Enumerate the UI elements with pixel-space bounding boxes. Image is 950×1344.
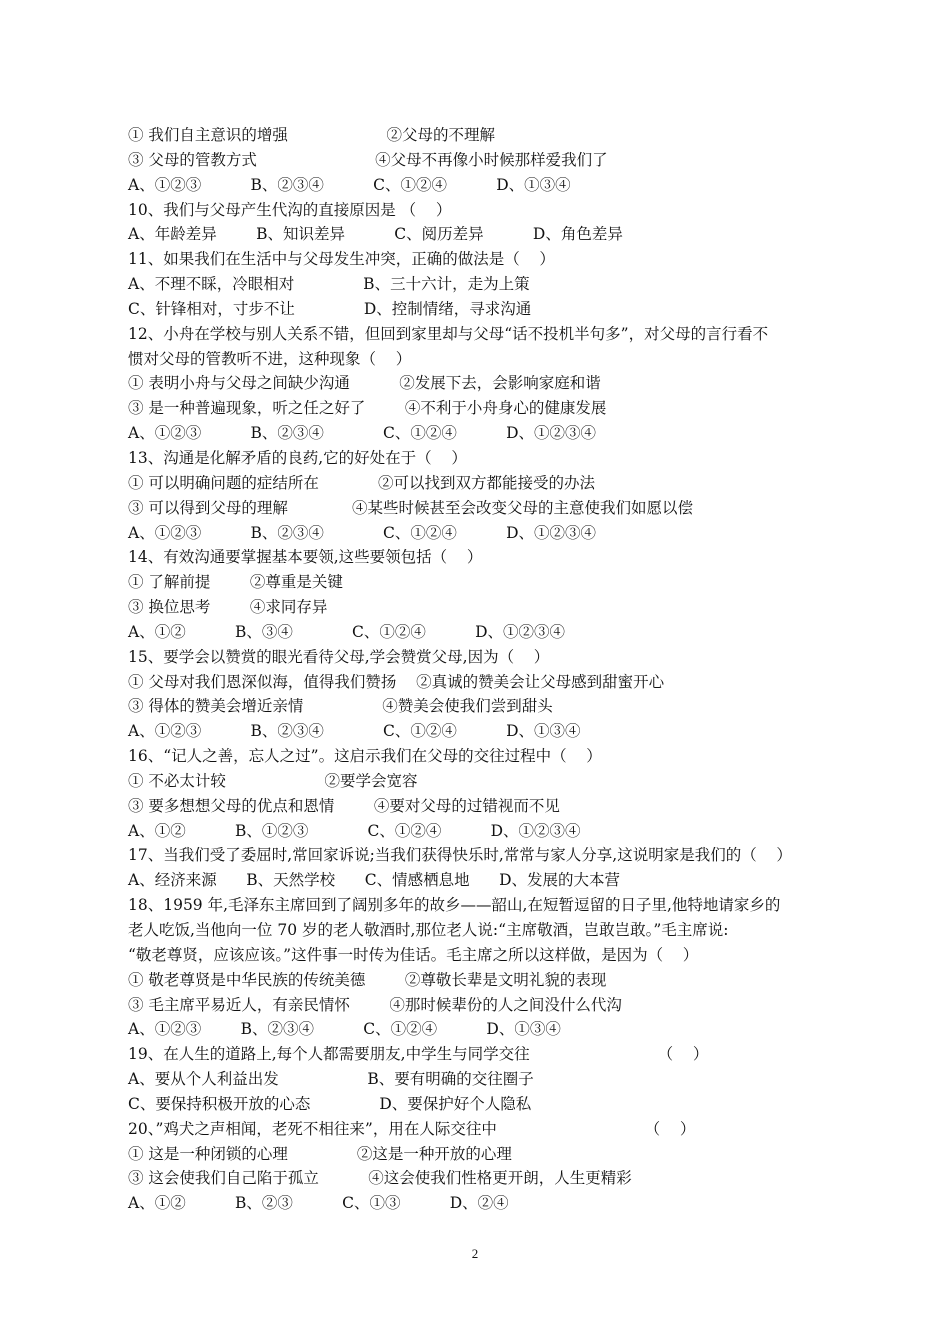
text-line: A、年龄差异 B、知识差异 C、阅历差异 D、角色差异 [128, 225, 623, 244]
text-line: A、①②③ B、②③④ C、①②④ D、①②③④ [128, 424, 597, 443]
text-line: ① 了解前提 ②尊重是关键 [128, 573, 343, 592]
question-text-block [128, 123, 828, 1216]
text-line: ③ 要多想想父母的优点和恩情 ④要对父母的过错视而不见 [128, 796, 560, 815]
text-line: 19、在人生的道路上,每个人都需要朋友,中学生与同学交往 （ ） [128, 1045, 709, 1064]
text-line: 12、小舟在学校与别人关系不错，但回到家里却与父母“话不投机半句多”，对父母的言行看不 [128, 324, 769, 343]
text-line: C、要保持积极开放的心态 D、要保护好个人隐私 [128, 1094, 532, 1113]
text-line: 16、“记人之善，忘人之过”。这启示我们在父母的交往过程中（ ） [128, 747, 602, 766]
text-line: A、不理不睬，冷眼相对 B、三十六计，走为上策 [128, 275, 530, 294]
text-line: A、①②③ B、②③④ C、①②④ D、①③④ [128, 1020, 561, 1039]
text-line: A、①②③ B、②③④ C、①②④ D、①②③④ [128, 523, 597, 542]
text-line: ① 可以明确问题的症结所在 ②可以找到双方都能接受的办法 [128, 473, 596, 492]
text-line: “敬老尊贤，应该应该。”这件事一时传为佳话。毛主席之所以这样做，是因为（ ） [128, 945, 699, 964]
text-line: A、①②③ B、②③④ C、①②④ D、①③④ [128, 175, 571, 194]
text-line: ① 表明小舟与父母之间缺少沟通 ②发展下去，会影响家庭和谐 [128, 374, 601, 393]
text-line: A、①②③ B、②③④ C、①②④ D、①③④ [128, 722, 581, 741]
page-number: 2 [471, 1246, 479, 1261]
text-line: 11、如果我们在生活中与父母发生冲突，正确的做法是（ ） [128, 250, 555, 269]
text-line: A、要从个人利益出发 B、要有明确的交往圈子 [128, 1070, 534, 1089]
text-line: A、①② B、③④ C、①②④ D、①②③④ [128, 622, 566, 641]
text-line: 惯对父母的管教听不进，这种现象（ ） [128, 349, 412, 368]
text-line: 18、1959 年,毛泽东主席回到了阔别多年的故乡——韶山,在短暂逗留的日子里,他特地请家乡的 [128, 896, 781, 915]
text-line: ③ 是一种普遍现象，听之任之好了 ④不利于小舟身心的健康发展 [128, 399, 607, 418]
text-line: C、针锋相对，寸步不让 D、控制情绪，寻求沟通 [128, 299, 532, 318]
text-line: 15、要学会以赞赏的眼光看待父母,学会赞赏父母,因为（ ） [128, 647, 550, 666]
text-line: ① 我们自主意识的增强 ②父母的不理解 [128, 126, 495, 144]
text-line: 20、”鸡犬之声相闻，老死不相往来”，用在人际交往中 （ ） [128, 1119, 696, 1138]
text-line: A、①② B、②③ C、①③ D、②④ [128, 1194, 509, 1213]
text-line: ① 不必太计较 ②要学会宽容 [128, 771, 418, 790]
text-line: A、①② B、①②③ C、①②④ D、①②③④ [128, 821, 581, 840]
text-line: ① 父母对我们恩深似海，值得我们赞扬 ②真诚的赞美会让父母感到甜蜜开心 [128, 672, 665, 691]
text-line: 老人吃饭,当他向一位 70 岁的老人敬酒时,那位老人说:“主席敬酒，岂敢岂敢。”毛主席说: [128, 921, 729, 939]
text-line: ① 敬老尊贤是中华民族的传统美德 ②尊敬长辈是文明礼貌的表现 [128, 970, 607, 989]
text-line: ③ 可以得到父母的理解 ④某些时候甚至会改变父母的主意使我们如愿以偿 [128, 498, 693, 517]
text-line: ① 这是一种闭锁的心理 ②这是一种开放的心理 [128, 1144, 512, 1163]
text-line: ③ 这会使我们自己陷于孤立 ④这会使我们性格更开朗，人生更精彩 [128, 1169, 632, 1188]
text-line: 10、我们与父母产生代沟的直接原因是 （ ） [128, 200, 452, 219]
text-line: 17、当我们受了委屈时,常回家诉说;当我们获得快乐时,常常与家人分享,这说明家是我们的（ ） [128, 846, 792, 865]
text-line: ③ 毛主席平易近人，有亲民情怀 ④那时候辈份的人之间没什么代沟 [128, 995, 622, 1014]
text-line: ③ 父母的管教方式 ④父母不再像小时候那样爱我们了 [128, 150, 608, 169]
text-line: A、经济来源 B、天然学校 C、情感栖息地 D、发展的大本营 [128, 871, 621, 890]
text-line: 13、沟通是化解矛盾的良药,它的好处在于（ ） [128, 448, 467, 467]
text-line: 14、有效沟通要掌握基本要领,这些要领包括（ ） [128, 548, 483, 567]
text-line: ③ 换位思考 ④求同存异 [128, 598, 328, 617]
text-line: ③ 得体的赞美会增近亲情 ④赞美会使我们尝到甜头 [128, 697, 553, 716]
